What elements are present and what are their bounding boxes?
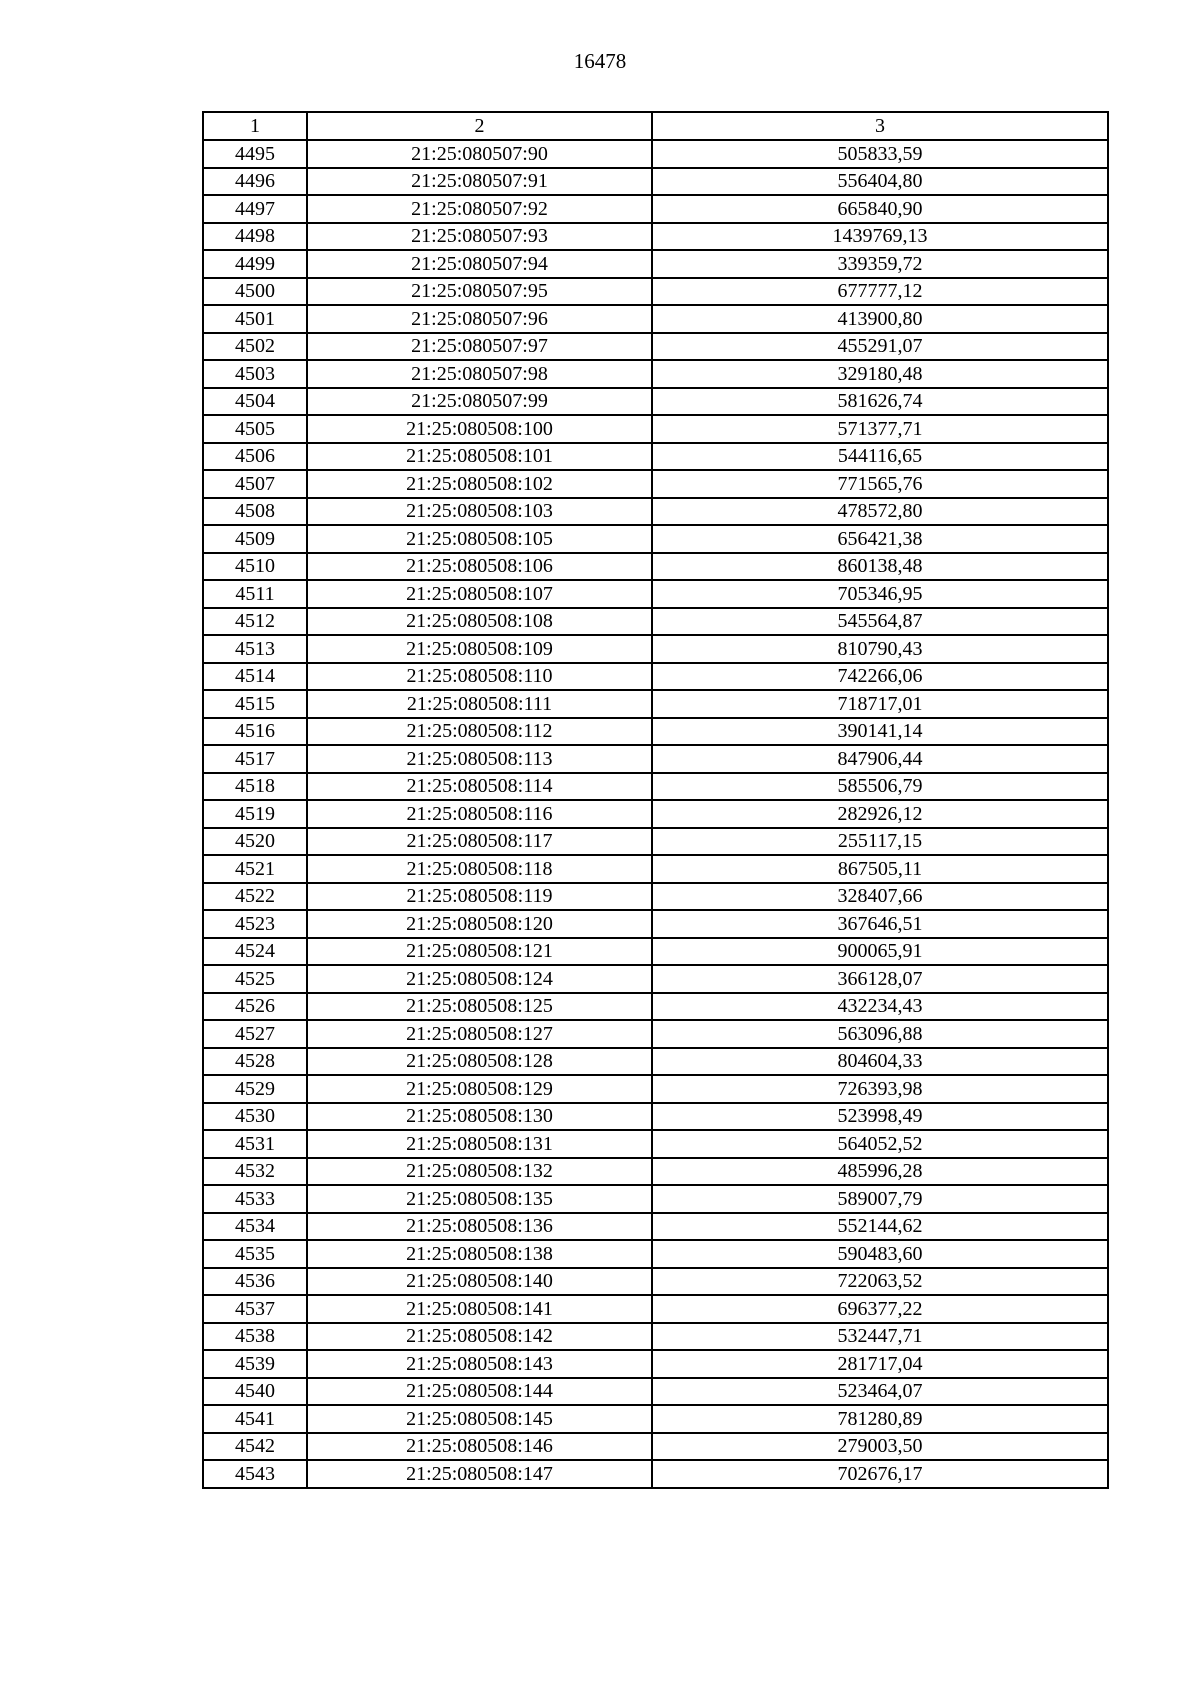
value-cell: 505833,59 bbox=[652, 140, 1108, 168]
cadastral-number-cell: 21:25:080508:100 bbox=[307, 415, 652, 443]
row-number-cell: 4526 bbox=[203, 993, 307, 1021]
table-row bbox=[203, 800, 1108, 828]
value-cell: 485996,28 bbox=[652, 1158, 1108, 1186]
row-number-cell: 4505 bbox=[203, 415, 307, 443]
value-cell: 523464,07 bbox=[652, 1378, 1108, 1406]
row-number-cell: 4515 bbox=[203, 690, 307, 718]
value-cell: 279003,50 bbox=[652, 1433, 1108, 1461]
table-row bbox=[203, 1075, 1108, 1103]
row-number-cell: 4535 bbox=[203, 1240, 307, 1268]
table-row bbox=[203, 1405, 1108, 1433]
table-row bbox=[203, 1295, 1108, 1323]
cadastral-number-cell: 21:25:080508:121 bbox=[307, 938, 652, 966]
cadastral-number-cell: 21:25:080508:101 bbox=[307, 443, 652, 471]
table-row bbox=[203, 993, 1108, 1021]
value-cell: 810790,43 bbox=[652, 635, 1108, 663]
cadastral-number-cell: 21:25:080508:143 bbox=[307, 1350, 652, 1378]
cadastral-number-cell: 21:25:080508:125 bbox=[307, 993, 652, 1021]
cadastral-number-cell: 21:25:080508:140 bbox=[307, 1268, 652, 1296]
row-number-cell: 4536 bbox=[203, 1268, 307, 1296]
table-row bbox=[203, 938, 1108, 966]
value-cell: 390141,14 bbox=[652, 718, 1108, 746]
row-number-cell: 4542 bbox=[203, 1433, 307, 1461]
row-number-cell: 4537 bbox=[203, 1295, 307, 1323]
row-number-cell: 4514 bbox=[203, 663, 307, 691]
value-cell: 564052,52 bbox=[652, 1130, 1108, 1158]
value-cell: 702676,17 bbox=[652, 1460, 1108, 1488]
value-cell: 282926,12 bbox=[652, 800, 1108, 828]
value-cell: 771565,76 bbox=[652, 470, 1108, 498]
cadastral-number-cell: 21:25:080508:110 bbox=[307, 663, 652, 691]
cadastral-number-cell: 21:25:080508:128 bbox=[307, 1048, 652, 1076]
table-row bbox=[203, 690, 1108, 718]
value-cell: 544116,65 bbox=[652, 443, 1108, 471]
row-number-cell: 4534 bbox=[203, 1213, 307, 1241]
cadastral-number-cell: 21:25:080507:90 bbox=[307, 140, 652, 168]
table-row bbox=[203, 223, 1108, 251]
table-row bbox=[203, 745, 1108, 773]
cadastral-number-cell: 21:25:080508:142 bbox=[307, 1323, 652, 1351]
value-cell: 705346,95 bbox=[652, 580, 1108, 608]
cadastral-number-cell: 21:25:080507:95 bbox=[307, 278, 652, 306]
row-number-cell: 4495 bbox=[203, 140, 307, 168]
row-number-cell: 4521 bbox=[203, 855, 307, 883]
row-number-cell: 4496 bbox=[203, 168, 307, 196]
cadastral-number-cell: 21:25:080508:129 bbox=[307, 1075, 652, 1103]
table-row bbox=[203, 250, 1108, 278]
row-number-cell: 4543 bbox=[203, 1460, 307, 1488]
cadastral-number-cell: 21:25:080508:138 bbox=[307, 1240, 652, 1268]
table-row bbox=[203, 168, 1108, 196]
cadastral-number-cell: 21:25:080508:105 bbox=[307, 525, 652, 553]
value-cell: 804604,33 bbox=[652, 1048, 1108, 1076]
value-cell: 328407,66 bbox=[652, 883, 1108, 911]
table-row bbox=[203, 663, 1108, 691]
row-number-cell: 4522 bbox=[203, 883, 307, 911]
value-cell: 281717,04 bbox=[652, 1350, 1108, 1378]
cadastral-number-cell: 21:25:080507:98 bbox=[307, 360, 652, 388]
table-row bbox=[203, 773, 1108, 801]
table-row bbox=[203, 1460, 1108, 1488]
value-cell: 478572,80 bbox=[652, 498, 1108, 526]
row-number-cell: 4519 bbox=[203, 800, 307, 828]
row-number-cell: 4501 bbox=[203, 305, 307, 333]
table-row bbox=[203, 965, 1108, 993]
table-row bbox=[203, 1350, 1108, 1378]
data-table bbox=[202, 111, 1109, 1489]
row-number-cell: 4533 bbox=[203, 1185, 307, 1213]
cadastral-number-cell: 21:25:080508:117 bbox=[307, 828, 652, 856]
table-row bbox=[203, 1048, 1108, 1076]
table-row bbox=[203, 470, 1108, 498]
table-row bbox=[203, 498, 1108, 526]
cadastral-number-cell: 21:25:080508:108 bbox=[307, 608, 652, 636]
table-row bbox=[203, 305, 1108, 333]
row-number-cell: 4510 bbox=[203, 553, 307, 581]
row-number-cell: 4504 bbox=[203, 388, 307, 416]
value-cell: 585506,79 bbox=[652, 773, 1108, 801]
table-row bbox=[203, 1185, 1108, 1213]
cadastral-number-cell: 21:25:080508:112 bbox=[307, 718, 652, 746]
value-cell: 847906,44 bbox=[652, 745, 1108, 773]
cadastral-number-cell: 21:25:080508:136 bbox=[307, 1213, 652, 1241]
table-row bbox=[203, 828, 1108, 856]
row-number-cell: 4513 bbox=[203, 635, 307, 663]
row-number-cell: 4499 bbox=[203, 250, 307, 278]
row-number-cell: 4506 bbox=[203, 443, 307, 471]
row-number-cell: 4512 bbox=[203, 608, 307, 636]
row-number-cell: 4520 bbox=[203, 828, 307, 856]
cadastral-number-cell: 21:25:080508:144 bbox=[307, 1378, 652, 1406]
column-header-1: 1 bbox=[203, 112, 307, 140]
row-number-cell: 4540 bbox=[203, 1378, 307, 1406]
page-number: 16478 bbox=[573, 49, 627, 73]
row-number-cell: 4503 bbox=[203, 360, 307, 388]
row-number-cell: 4511 bbox=[203, 580, 307, 608]
row-number-cell: 4508 bbox=[203, 498, 307, 526]
value-cell: 255117,15 bbox=[652, 828, 1108, 856]
table-header-row bbox=[203, 112, 1108, 140]
row-number-cell: 4517 bbox=[203, 745, 307, 773]
table-row bbox=[203, 1378, 1108, 1406]
value-cell: 532447,71 bbox=[652, 1323, 1108, 1351]
value-cell: 413900,80 bbox=[652, 305, 1108, 333]
cadastral-number-cell: 21:25:080508:107 bbox=[307, 580, 652, 608]
row-number-cell: 4498 bbox=[203, 223, 307, 251]
cadastral-number-cell: 21:25:080508:135 bbox=[307, 1185, 652, 1213]
table-row bbox=[203, 333, 1108, 361]
table-row bbox=[203, 608, 1108, 636]
table-row bbox=[203, 360, 1108, 388]
value-cell: 523998,49 bbox=[652, 1103, 1108, 1131]
value-cell: 781280,89 bbox=[652, 1405, 1108, 1433]
cadastral-number-cell: 21:25:080508:103 bbox=[307, 498, 652, 526]
cadastral-number-cell: 21:25:080508:131 bbox=[307, 1130, 652, 1158]
value-cell: 329180,48 bbox=[652, 360, 1108, 388]
cadastral-number-cell: 21:25:080508:116 bbox=[307, 800, 652, 828]
table-row bbox=[203, 1158, 1108, 1186]
table-row bbox=[203, 443, 1108, 471]
value-cell: 339359,72 bbox=[652, 250, 1108, 278]
table-row bbox=[203, 718, 1108, 746]
row-number-cell: 4518 bbox=[203, 773, 307, 801]
row-number-cell: 4525 bbox=[203, 965, 307, 993]
cadastral-number-cell: 21:25:080508:127 bbox=[307, 1020, 652, 1048]
value-cell: 432234,43 bbox=[652, 993, 1108, 1021]
row-number-cell: 4516 bbox=[203, 718, 307, 746]
cadastral-number-cell: 21:25:080508:147 bbox=[307, 1460, 652, 1488]
table-row bbox=[203, 195, 1108, 223]
value-cell: 1439769,13 bbox=[652, 223, 1108, 251]
table-row bbox=[203, 415, 1108, 443]
row-number-cell: 4500 bbox=[203, 278, 307, 306]
cadastral-number-cell: 21:25:080508:145 bbox=[307, 1405, 652, 1433]
cadastral-number-cell: 21:25:080507:91 bbox=[307, 168, 652, 196]
value-cell: 677777,12 bbox=[652, 278, 1108, 306]
value-cell: 656421,38 bbox=[652, 525, 1108, 553]
value-cell: 455291,07 bbox=[652, 333, 1108, 361]
value-cell: 589007,79 bbox=[652, 1185, 1108, 1213]
cadastral-number-cell: 21:25:080508:141 bbox=[307, 1295, 652, 1323]
row-number-cell: 4524 bbox=[203, 938, 307, 966]
value-cell: 556404,80 bbox=[652, 168, 1108, 196]
cadastral-number-cell: 21:25:080508:102 bbox=[307, 470, 652, 498]
table-row bbox=[203, 140, 1108, 168]
table-body bbox=[203, 140, 1108, 1488]
table-row bbox=[203, 553, 1108, 581]
table-row bbox=[203, 1130, 1108, 1158]
cadastral-number-cell: 21:25:080508:109 bbox=[307, 635, 652, 663]
row-number-cell: 4502 bbox=[203, 333, 307, 361]
cadastral-number-cell: 21:25:080508:130 bbox=[307, 1103, 652, 1131]
row-number-cell: 4532 bbox=[203, 1158, 307, 1186]
table-row bbox=[203, 1103, 1108, 1131]
row-number-cell: 4523 bbox=[203, 910, 307, 938]
value-cell: 722063,52 bbox=[652, 1268, 1108, 1296]
column-header-2: 2 bbox=[307, 112, 652, 140]
cadastral-number-cell: 21:25:080507:93 bbox=[307, 223, 652, 251]
row-number-cell: 4528 bbox=[203, 1048, 307, 1076]
table-row bbox=[203, 883, 1108, 911]
value-cell: 742266,06 bbox=[652, 663, 1108, 691]
cadastral-number-cell: 21:25:080508:111 bbox=[307, 690, 652, 718]
value-cell: 696377,22 bbox=[652, 1295, 1108, 1323]
cadastral-number-cell: 21:25:080507:94 bbox=[307, 250, 652, 278]
cadastral-number-cell: 21:25:080508:119 bbox=[307, 883, 652, 911]
value-cell: 581626,74 bbox=[652, 388, 1108, 416]
column-header-3: 3 bbox=[652, 112, 1108, 140]
table-row bbox=[203, 1213, 1108, 1241]
row-number-cell: 4497 bbox=[203, 195, 307, 223]
value-cell: 665840,90 bbox=[652, 195, 1108, 223]
cadastral-number-cell: 21:25:080508:113 bbox=[307, 745, 652, 773]
cadastral-number-cell: 21:25:080507:99 bbox=[307, 388, 652, 416]
row-number-cell: 4507 bbox=[203, 470, 307, 498]
table-row bbox=[203, 278, 1108, 306]
value-cell: 563096,88 bbox=[652, 1020, 1108, 1048]
table-row bbox=[203, 910, 1108, 938]
cadastral-number-cell: 21:25:080508:146 bbox=[307, 1433, 652, 1461]
row-number-cell: 4530 bbox=[203, 1103, 307, 1131]
value-cell: 590483,60 bbox=[652, 1240, 1108, 1268]
cadastral-number-cell: 21:25:080507:96 bbox=[307, 305, 652, 333]
table-row bbox=[203, 1433, 1108, 1461]
cadastral-number-cell: 21:25:080508:118 bbox=[307, 855, 652, 883]
table-row bbox=[203, 1020, 1108, 1048]
table-row bbox=[203, 580, 1108, 608]
row-number-cell: 4539 bbox=[203, 1350, 307, 1378]
table-row bbox=[203, 635, 1108, 663]
value-cell: 367646,51 bbox=[652, 910, 1108, 938]
cadastral-number-cell: 21:25:080508:132 bbox=[307, 1158, 652, 1186]
cadastral-number-cell: 21:25:080508:106 bbox=[307, 553, 652, 581]
row-number-cell: 4527 bbox=[203, 1020, 307, 1048]
row-number-cell: 4541 bbox=[203, 1405, 307, 1433]
value-cell: 726393,98 bbox=[652, 1075, 1108, 1103]
value-cell: 867505,11 bbox=[652, 855, 1108, 883]
table-row bbox=[203, 1323, 1108, 1351]
cadastral-number-cell: 21:25:080508:114 bbox=[307, 773, 652, 801]
row-number-cell: 4531 bbox=[203, 1130, 307, 1158]
value-cell: 900065,91 bbox=[652, 938, 1108, 966]
cadastral-number-cell: 21:25:080507:97 bbox=[307, 333, 652, 361]
table-row bbox=[203, 1268, 1108, 1296]
value-cell: 366128,07 bbox=[652, 965, 1108, 993]
cadastral-number-cell: 21:25:080507:92 bbox=[307, 195, 652, 223]
value-cell: 718717,01 bbox=[652, 690, 1108, 718]
row-number-cell: 4529 bbox=[203, 1075, 307, 1103]
value-cell: 571377,71 bbox=[652, 415, 1108, 443]
cadastral-number-cell: 21:25:080508:124 bbox=[307, 965, 652, 993]
row-number-cell: 4538 bbox=[203, 1323, 307, 1351]
table-row bbox=[203, 525, 1108, 553]
data-table-container bbox=[202, 111, 1109, 1489]
table-row bbox=[203, 1240, 1108, 1268]
table-row bbox=[203, 855, 1108, 883]
cadastral-number-cell: 21:25:080508:120 bbox=[307, 910, 652, 938]
row-number-cell: 4509 bbox=[203, 525, 307, 553]
value-cell: 860138,48 bbox=[652, 553, 1108, 581]
table-row bbox=[203, 388, 1108, 416]
value-cell: 552144,62 bbox=[652, 1213, 1108, 1241]
value-cell: 545564,87 bbox=[652, 608, 1108, 636]
